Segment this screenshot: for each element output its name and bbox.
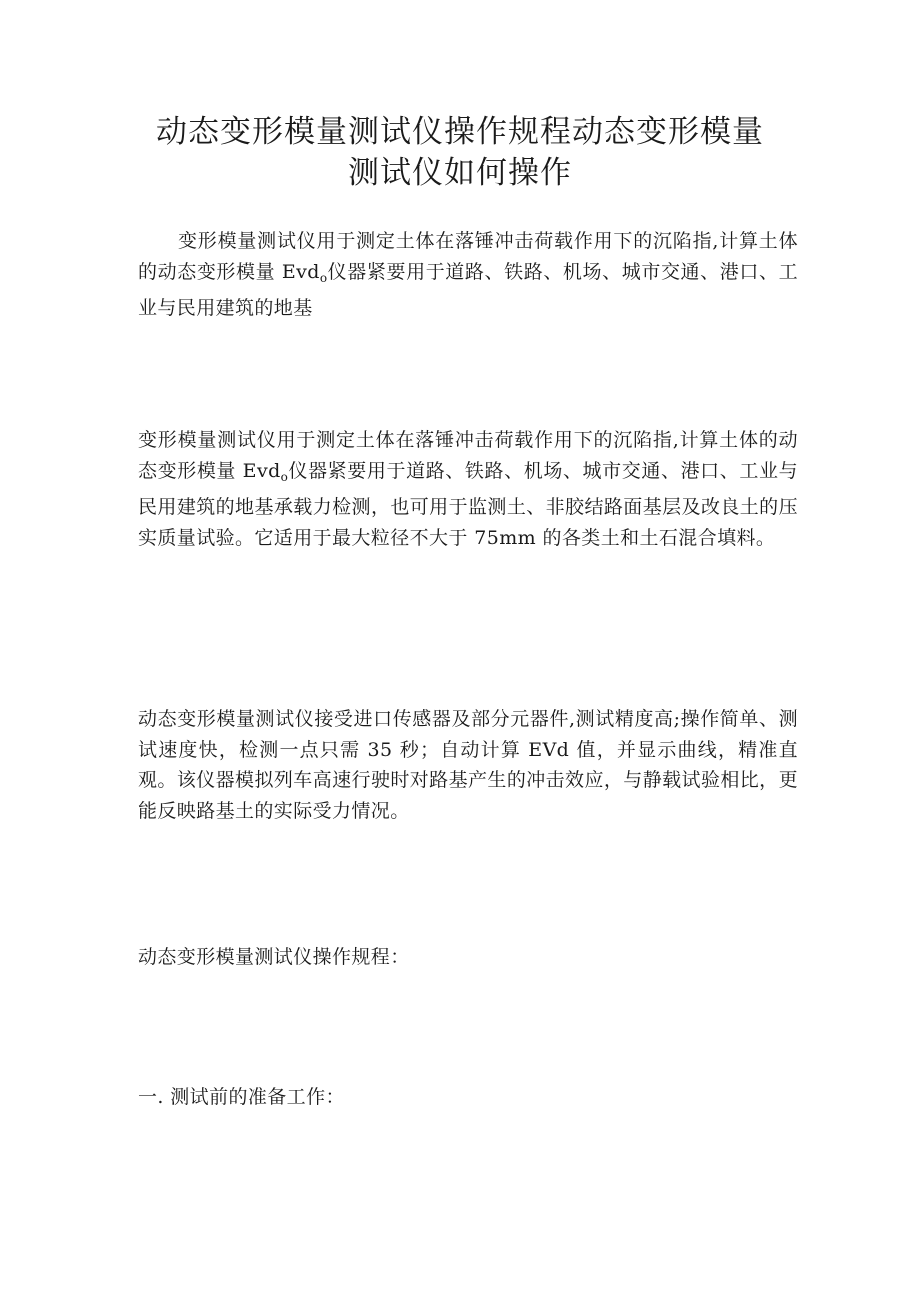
- document-title-line-2: 测试仪如何操作: [348, 155, 572, 191]
- description-subscript: o: [280, 469, 289, 484]
- procedure-heading: 动态变形模量测试仪操作规程：: [138, 946, 410, 968]
- features-paragraph: 动态变形模量测试仪接受进口传感器及部分元器件,测试精度高;操作简单、测试速度快，检测一点只需 35 秒；自动计算 EVd 值，并显示曲线，精准直观。该仪器模拟列车高速行驶时对路基产生的冲击效应，与静载试验相比，更能反映路基土的实际受力情况。: [138, 708, 798, 822]
- intro-text-part-1: 变形模量测试仪用于测定土体在落锤冲击荷载作用下的沉陷指,计算土体的动态变形模量 Evd: [138, 230, 798, 283]
- description-text-part-2: 仪器紧要用于道路、铁路、机场、城市交通、港口、工业与民用建筑的地基承载力检测，也可用于监测土、非胶结路面基层及改良土的压实质量试验。它适用于最大粒径不大于 75mm 的各类土和土石混合填料。: [138, 459, 798, 549]
- description-text-part-1: 变形模量测试仪用于测定土体在落锤冲击荷载作用下的沉陷指,计算土体的动态变形模量 Evd: [138, 429, 798, 482]
- section-one-heading: 一. 测试前的准备工作：: [138, 1086, 345, 1108]
- intro-subscript: o: [319, 270, 328, 285]
- intro-paragraph: [138, 226, 798, 324]
- intro-text-part-2: 仪器紧要用于道路、铁路、机场、城市交通、港口、工业与民用建筑的地基: [138, 260, 798, 319]
- document-title-line-1: 动态变形模量测试仪操作规程动态变形模量: [156, 114, 764, 150]
- description-paragraph: [138, 425, 798, 553]
